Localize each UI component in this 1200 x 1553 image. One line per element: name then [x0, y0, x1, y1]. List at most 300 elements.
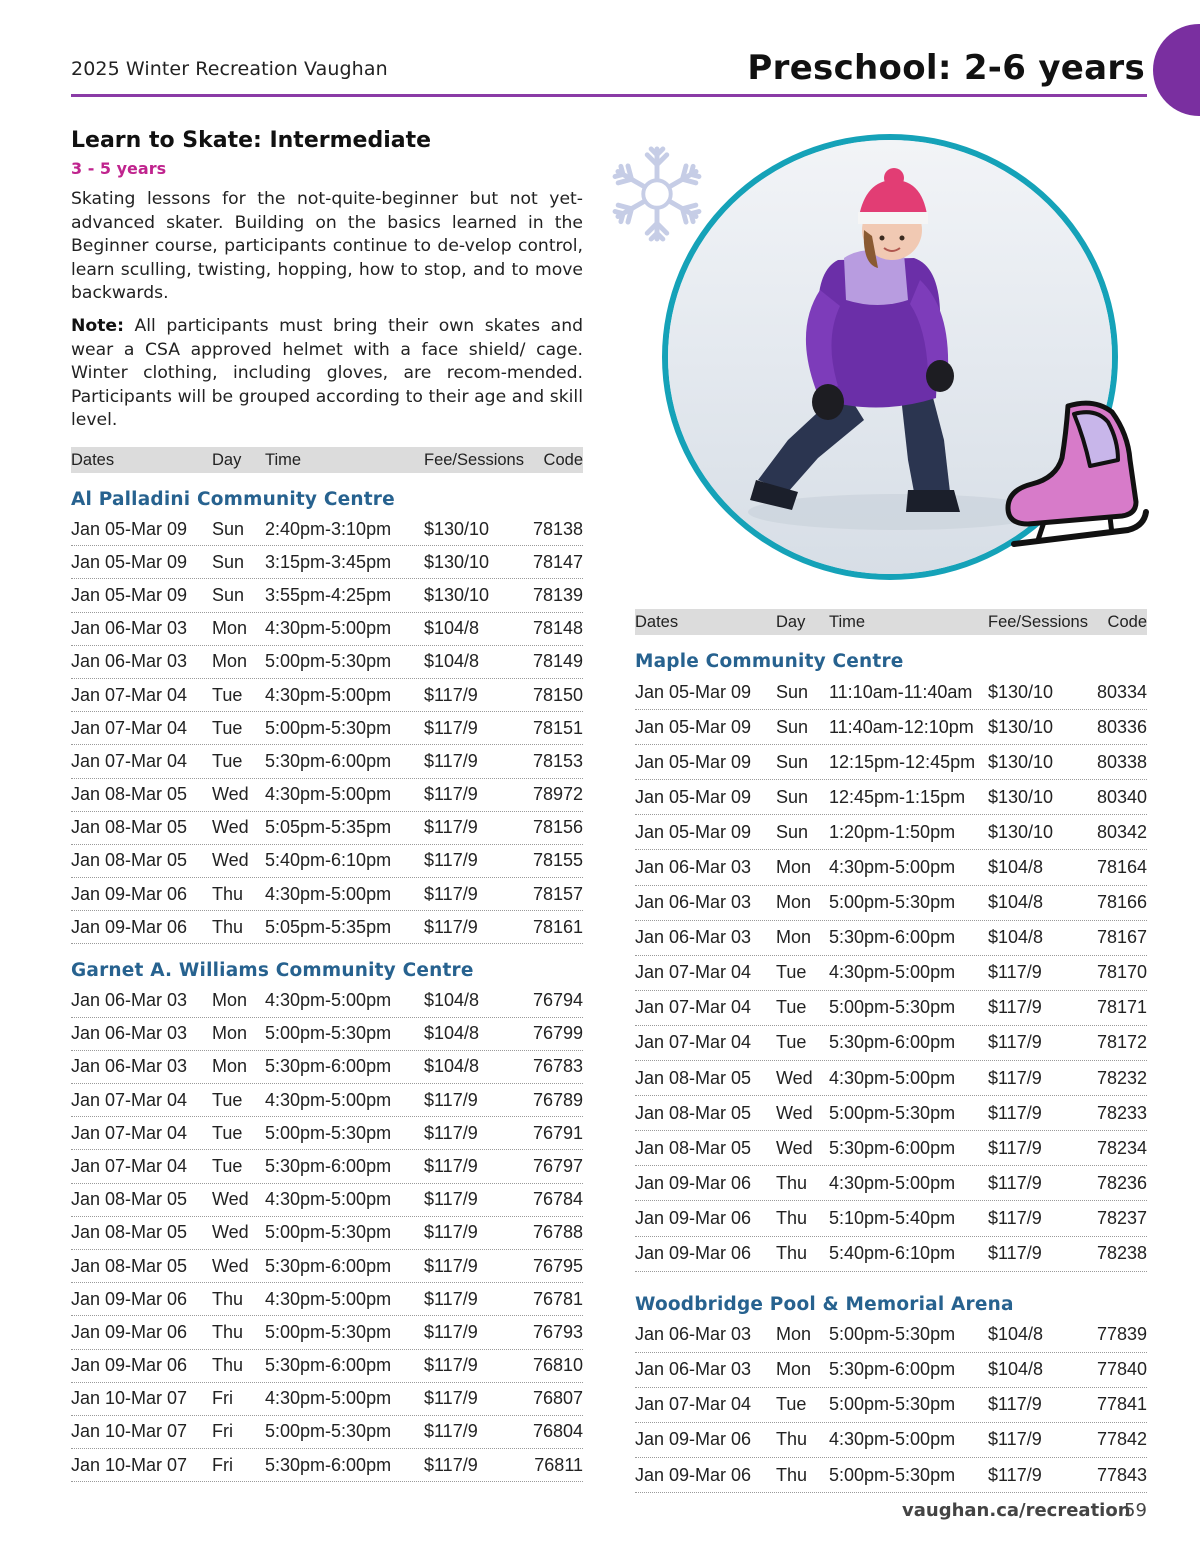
cell-dates: Jan 08-Mar 05 — [71, 850, 188, 871]
cell-dates: Jan 09-Mar 06 — [71, 916, 188, 937]
cell-day: Mon — [212, 618, 248, 639]
cell-dates: Jan 10-Mar 07 — [71, 1454, 188, 1475]
cell-fee: $104/8 — [988, 1324, 1044, 1345]
cell-code: 78167 — [1096, 927, 1147, 948]
cell-code: 78972 — [532, 784, 583, 805]
cell-time: 5:00pm-5:30pm — [265, 717, 392, 738]
cell-day: Thu — [212, 883, 244, 904]
cell-day: Sun — [776, 786, 809, 807]
cell-dates: Jan 08-Mar 05 — [71, 817, 188, 838]
cell-dates: Jan 05-Mar 09 — [635, 716, 752, 737]
cell-fee: $117/9 — [988, 1429, 1042, 1450]
cell-dates: Jan 06-Mar 03 — [71, 1056, 188, 1077]
cell-day: Thu — [212, 1355, 244, 1376]
cell-time: 3:15pm-3:45pm — [265, 551, 392, 572]
column-header-dates: Dates — [71, 450, 115, 469]
table-header — [71, 447, 583, 473]
cell-dates: Jan 09-Mar 06 — [71, 1288, 188, 1309]
cell-dates: Jan 05-Mar 09 — [635, 681, 752, 702]
table-row — [71, 646, 583, 679]
cell-time: 5:05pm-5:35pm — [265, 817, 392, 838]
cell-fee: $117/9 — [424, 1255, 478, 1276]
cell-time: 5:30pm-6:00pm — [265, 1155, 392, 1176]
cell-dates: Jan 07-Mar 04 — [71, 1155, 188, 1176]
table-row — [635, 710, 1147, 745]
table-row — [71, 812, 583, 845]
cell-fee: $130/10 — [424, 551, 490, 572]
table-row — [71, 1350, 583, 1383]
table-row — [71, 1117, 583, 1150]
cell-dates: Jan 09-Mar 06 — [635, 1464, 752, 1485]
cell-time: 5:30pm-6:00pm — [829, 927, 956, 948]
cell-code: 76783 — [532, 1056, 583, 1077]
cell-time: 5:00pm-5:30pm — [265, 1023, 392, 1044]
cell-dates: Jan 06-Mar 03 — [635, 1324, 752, 1345]
cell-code: 77842 — [1096, 1429, 1147, 1450]
cell-day: Wed — [776, 1137, 813, 1158]
column-header-code: Code — [1107, 612, 1147, 631]
cell-dates: Jan 10-Mar 07 — [71, 1421, 188, 1442]
column-header-code: Code — [543, 450, 583, 469]
cell-code: 78149 — [532, 651, 583, 672]
venue-heading: Maple Community Centre — [635, 651, 904, 672]
table-row — [71, 1150, 583, 1183]
table-row — [635, 1026, 1147, 1061]
cell-code: 76795 — [532, 1255, 583, 1276]
cell-day: Thu — [776, 1429, 808, 1450]
table-row — [71, 1316, 583, 1349]
cell-time: 5:05pm-5:35pm — [265, 916, 392, 937]
cell-code: 80342 — [1096, 821, 1147, 842]
table-row — [71, 1217, 583, 1250]
cell-code: 77841 — [1096, 1394, 1147, 1415]
cell-day: Mon — [776, 1324, 812, 1345]
cell-fee: $117/9 — [988, 1172, 1042, 1193]
cell-code: 80336 — [1096, 716, 1147, 737]
cell-dates: Jan 07-Mar 04 — [71, 684, 188, 705]
cell-dates: Jan 08-Mar 05 — [635, 1102, 752, 1123]
cell-fee: $130/10 — [988, 681, 1054, 702]
table-row — [635, 991, 1147, 1026]
cell-code: 77839 — [1096, 1324, 1147, 1345]
cell-day: Sun — [212, 584, 245, 605]
cell-dates: Jan 07-Mar 04 — [71, 1089, 188, 1110]
cell-code: 76791 — [532, 1122, 583, 1143]
cell-dates: Jan 08-Mar 05 — [635, 1137, 752, 1158]
cell-day: Mon — [776, 927, 812, 948]
table-row — [71, 745, 583, 778]
cell-dates: Jan 09-Mar 06 — [71, 1355, 188, 1376]
cell-time: 5:10pm-5:40pm — [829, 1207, 956, 1228]
cell-day: Wed — [212, 784, 249, 805]
table-row — [71, 513, 583, 546]
cell-time: 4:30pm-5:00pm — [265, 1288, 392, 1309]
cell-dates: Jan 05-Mar 09 — [635, 786, 752, 807]
cell-day: Mon — [212, 990, 248, 1011]
cell-code: 78148 — [532, 618, 583, 639]
course-note — [71, 315, 583, 433]
cell-fee: $130/10 — [988, 751, 1054, 772]
cell-code: 78147 — [532, 551, 583, 572]
cell-time: 4:30pm-5:00pm — [265, 1089, 392, 1110]
cell-fee: $117/9 — [424, 1288, 478, 1309]
cell-dates: Jan 08-Mar 05 — [71, 784, 188, 805]
cell-day: Tue — [212, 717, 243, 738]
cell-time: 5:30pm-6:00pm — [265, 1454, 392, 1475]
table-row — [71, 1084, 583, 1117]
venue-heading: Garnet A. Williams Community Centre — [71, 960, 474, 982]
cell-day: Tue — [776, 962, 807, 983]
table-row — [635, 1201, 1147, 1236]
brochure-title: 2025 Winter Recreation Vaughan — [71, 58, 388, 80]
table-row — [71, 1449, 583, 1482]
table-row — [71, 1283, 583, 1316]
cell-day: Thu — [776, 1243, 808, 1264]
cell-code: 78232 — [1096, 1067, 1147, 1088]
cell-fee: $117/9 — [988, 1102, 1042, 1123]
table-row — [71, 845, 583, 878]
cell-fee: $117/9 — [424, 784, 478, 805]
cell-fee: $117/9 — [424, 1454, 478, 1475]
cell-time: 11:40am-12:10pm — [829, 716, 974, 737]
table-row — [71, 878, 583, 911]
cell-fee: $117/9 — [424, 750, 478, 771]
cell-time: 5:30pm-6:00pm — [265, 750, 392, 771]
cell-day: Tue — [776, 997, 807, 1018]
cell-dates: Jan 08-Mar 05 — [71, 1189, 188, 1210]
cell-dates: Jan 09-Mar 06 — [71, 1321, 188, 1342]
cell-dates: Jan 06-Mar 03 — [635, 857, 752, 878]
cell-fee: $104/8 — [424, 651, 480, 672]
cell-day: Sun — [212, 518, 245, 539]
cell-code: 76789 — [532, 1089, 583, 1110]
cell-day: Thu — [776, 1207, 808, 1228]
section-tab — [1153, 24, 1200, 116]
column-header-fee: Fee/Sessions — [424, 450, 524, 469]
table-row — [635, 1423, 1147, 1458]
cell-dates: Jan 06-Mar 03 — [71, 651, 188, 672]
venue-heading: Woodbridge Pool & Memorial Arena — [635, 1293, 1014, 1315]
page-number: 59 — [1124, 1500, 1147, 1521]
table-row — [71, 1383, 583, 1416]
table-row — [635, 780, 1147, 815]
table-row — [635, 1388, 1147, 1423]
cell-time: 3:55pm-4:25pm — [265, 584, 392, 605]
cell-code: 78138 — [532, 518, 583, 539]
cell-day: Mon — [212, 1023, 248, 1044]
cell-code: 78139 — [532, 584, 583, 605]
cell-time: 5:30pm-6:00pm — [829, 1032, 956, 1053]
column-header-time: Time — [265, 450, 302, 469]
table-row — [71, 1051, 583, 1084]
cell-day: Thu — [212, 1288, 244, 1309]
cell-day: Thu — [212, 916, 244, 937]
cell-fee: $117/9 — [988, 1032, 1042, 1053]
cell-time: 5:00pm-5:30pm — [829, 997, 956, 1018]
table-row — [635, 1096, 1147, 1131]
cell-time: 5:30pm-6:00pm — [265, 1255, 392, 1276]
note-text: All participants must bring their own skates and wear a CSA approved helmet with a face shield/ cage. Winter clothing, including gloves, are recom-mended. Participants will be grouped according to their age and skill level. — [71, 316, 583, 430]
cell-code: 78172 — [1096, 1032, 1147, 1053]
cell-day: Wed — [776, 1102, 813, 1123]
cell-day: Wed — [212, 1189, 249, 1210]
cell-dates: Jan 09-Mar 06 — [635, 1243, 752, 1264]
cell-time: 5:00pm-5:30pm — [829, 892, 956, 913]
column-header-day: Day — [212, 450, 242, 469]
cell-fee: $104/8 — [424, 1023, 480, 1044]
cell-code: 76804 — [532, 1421, 583, 1442]
schedule-table-right — [635, 609, 1147, 1493]
cell-day: Wed — [212, 817, 249, 838]
cell-code: 78150 — [532, 684, 583, 705]
cell-code: 76797 — [532, 1155, 583, 1176]
cell-day: Wed — [212, 1255, 249, 1276]
cell-dates: Jan 06-Mar 03 — [71, 990, 188, 1011]
table-row — [635, 956, 1147, 991]
course-title: Learn to Skate: Intermediate — [71, 128, 432, 153]
cell-dates: Jan 07-Mar 04 — [635, 1394, 752, 1415]
cell-fee: $117/9 — [424, 916, 478, 937]
cell-day: Mon — [212, 1056, 248, 1077]
cell-dates: Jan 08-Mar 05 — [635, 1067, 752, 1088]
cell-fee: $117/9 — [988, 1243, 1042, 1264]
cell-fee: $117/9 — [424, 1122, 478, 1143]
cell-code: 78233 — [1096, 1102, 1147, 1123]
cell-time: 1:20pm-1:50pm — [829, 821, 956, 842]
cell-fee: $117/9 — [424, 817, 478, 838]
table-row — [71, 679, 583, 712]
cell-time: 4:30pm-5:00pm — [265, 1189, 392, 1210]
cell-dates: Jan 09-Mar 06 — [635, 1207, 752, 1228]
cell-time: 12:45pm-1:15pm — [829, 786, 966, 807]
snowflake-icon — [608, 145, 706, 243]
cell-time: 5:00pm-5:30pm — [265, 1222, 392, 1243]
cell-day: Thu — [776, 1464, 808, 1485]
cell-time: 5:00pm-5:30pm — [829, 1464, 956, 1485]
table-row — [635, 850, 1147, 885]
cell-fee: $117/9 — [988, 1137, 1042, 1158]
column-header-fee: Fee/Sessions — [988, 612, 1088, 631]
cell-day: Mon — [776, 892, 812, 913]
cell-day: Tue — [776, 1394, 807, 1415]
cell-code: 78156 — [532, 817, 583, 838]
table-row — [71, 1250, 583, 1283]
cell-code: 80334 — [1096, 681, 1147, 702]
cell-fee: $117/9 — [424, 850, 478, 871]
cell-time: 4:30pm-5:00pm — [265, 990, 392, 1011]
cell-fee: $117/9 — [424, 1421, 478, 1442]
section-title: Preschool: 2-6 years — [747, 48, 1145, 88]
cell-code: 77840 — [1096, 1359, 1147, 1380]
table-row — [71, 613, 583, 646]
cell-day: Mon — [212, 651, 248, 672]
cell-time: 5:30pm-6:00pm — [265, 1056, 392, 1077]
cell-code: 76784 — [532, 1189, 583, 1210]
cell-fee: $117/9 — [988, 962, 1042, 983]
table-header — [635, 609, 1147, 635]
cell-code: 78238 — [1096, 1243, 1147, 1264]
table-row — [635, 1061, 1147, 1096]
cell-time: 5:30pm-6:00pm — [829, 1359, 956, 1380]
cell-dates: Jan 06-Mar 03 — [635, 892, 752, 913]
cell-code: 76799 — [532, 1023, 583, 1044]
cell-time: 5:00pm-5:30pm — [265, 1122, 392, 1143]
cell-dates: Jan 05-Mar 09 — [71, 518, 188, 539]
table-row — [635, 1318, 1147, 1353]
cell-dates: Jan 07-Mar 04 — [71, 717, 188, 738]
cell-code: 78151 — [532, 717, 583, 738]
cell-fee: $104/8 — [424, 1056, 480, 1077]
cell-dates: Jan 05-Mar 09 — [71, 551, 188, 572]
cell-fee: $130/10 — [988, 821, 1054, 842]
cell-code: 78170 — [1096, 962, 1147, 983]
cell-code: 76794 — [532, 990, 583, 1011]
cell-code: 76807 — [532, 1388, 583, 1409]
table-row — [635, 1458, 1147, 1493]
schedule-table-left — [71, 447, 583, 1482]
cell-dates: Jan 09-Mar 06 — [71, 883, 188, 904]
cell-time: 5:00pm-5:30pm — [265, 651, 392, 672]
cell-time: 4:30pm-5:00pm — [265, 1388, 392, 1409]
cell-dates: Jan 10-Mar 07 — [71, 1388, 188, 1409]
cell-code: 80338 — [1096, 751, 1147, 772]
cell-fee: $104/8 — [988, 927, 1044, 948]
table-row — [71, 984, 583, 1017]
cell-time: 5:00pm-5:30pm — [265, 1321, 392, 1342]
cell-code: 78161 — [532, 916, 583, 937]
cell-day: Tue — [212, 1089, 243, 1110]
cell-dates: Jan 09-Mar 06 — [635, 1429, 752, 1450]
cell-time: 2:40pm-3:10pm — [265, 518, 392, 539]
cell-fee: $117/9 — [988, 1464, 1042, 1485]
cell-time: 5:00pm-5:30pm — [829, 1394, 956, 1415]
cell-fee: $117/9 — [424, 1321, 478, 1342]
cell-code: 78171 — [1096, 997, 1147, 1018]
cell-code: 78164 — [1096, 857, 1147, 878]
cell-fee: $117/9 — [424, 1155, 478, 1176]
column-header-dates: Dates — [635, 612, 679, 631]
table-row — [635, 886, 1147, 921]
cell-code: 77843 — [1096, 1464, 1147, 1485]
cell-fee: $117/9 — [424, 684, 478, 705]
cell-time: 5:30pm-6:00pm — [829, 1137, 956, 1158]
cell-day: Sun — [776, 821, 809, 842]
cell-time: 4:30pm-5:00pm — [829, 857, 956, 878]
table-row — [635, 1131, 1147, 1166]
cell-dates: Jan 06-Mar 03 — [635, 927, 752, 948]
table-row — [71, 579, 583, 612]
cell-time: 5:30pm-6:00pm — [265, 1355, 392, 1376]
cell-day: Fri — [212, 1454, 233, 1475]
cell-code: 78153 — [532, 750, 583, 771]
cell-code: 78157 — [532, 883, 583, 904]
cell-code: 76793 — [532, 1321, 583, 1342]
cell-dates: Jan 09-Mar 06 — [635, 1172, 752, 1193]
cell-code: 76811 — [534, 1454, 583, 1475]
table-row — [635, 815, 1147, 850]
cell-day: Wed — [212, 1222, 249, 1243]
cell-fee: $117/9 — [424, 1189, 478, 1210]
cell-code: 78237 — [1096, 1207, 1147, 1228]
table-row — [635, 1166, 1147, 1201]
cell-code: 76810 — [532, 1355, 583, 1376]
cell-time: 5:00pm-5:30pm — [829, 1102, 956, 1123]
cell-dates: Jan 07-Mar 04 — [635, 962, 752, 983]
table-row — [71, 911, 583, 944]
cell-time: 4:30pm-5:00pm — [829, 1067, 956, 1088]
table-row — [71, 712, 583, 745]
cell-code: 78155 — [532, 850, 583, 871]
cell-code: 78236 — [1096, 1172, 1147, 1193]
cell-time: 4:30pm-5:00pm — [265, 618, 392, 639]
course-age: 3 - 5 years — [71, 159, 167, 178]
cell-day: Sun — [776, 751, 809, 772]
cell-fee: $117/9 — [988, 1067, 1042, 1088]
cell-dates: Jan 07-Mar 04 — [71, 750, 188, 771]
cell-fee: $104/8 — [424, 990, 480, 1011]
table-row — [635, 675, 1147, 710]
cell-time: 5:40pm-6:10pm — [829, 1243, 956, 1264]
cell-time: 12:15pm-12:45pm — [829, 751, 976, 772]
cell-dates: Jan 06-Mar 03 — [71, 1023, 188, 1044]
cell-dates: Jan 08-Mar 05 — [71, 1222, 188, 1243]
cell-day: Tue — [212, 1155, 243, 1176]
cell-dates: Jan 07-Mar 04 — [71, 1122, 188, 1143]
cell-dates: Jan 07-Mar 04 — [635, 997, 752, 1018]
cell-time: 4:30pm-5:00pm — [265, 784, 392, 805]
table-row — [635, 1353, 1147, 1388]
table-row — [71, 779, 583, 812]
cell-time: 4:30pm-5:00pm — [829, 1172, 956, 1193]
cell-code: 76781 — [532, 1288, 583, 1309]
cell-fee: $117/9 — [988, 1207, 1042, 1228]
cell-code: 78234 — [1096, 1137, 1147, 1158]
cell-day: Fri — [212, 1421, 233, 1442]
cell-time: 4:30pm-5:00pm — [265, 883, 392, 904]
table-row — [71, 1416, 583, 1449]
cell-fee: $130/10 — [988, 786, 1054, 807]
note-label: Note: — [71, 316, 124, 336]
header-divider — [71, 94, 1147, 97]
cell-fee: $104/8 — [988, 857, 1044, 878]
cell-fee: $117/9 — [988, 1394, 1042, 1415]
cell-day: Tue — [212, 750, 243, 771]
table-row — [635, 921, 1147, 956]
cell-fee: $117/9 — [988, 997, 1042, 1018]
cell-day: Tue — [212, 684, 243, 705]
cell-time: 4:30pm-5:00pm — [829, 1429, 956, 1450]
table-row — [71, 1184, 583, 1217]
cell-time: 5:00pm-5:30pm — [829, 1324, 956, 1345]
cell-fee: $104/8 — [424, 618, 480, 639]
cell-code: 76788 — [532, 1222, 583, 1243]
cell-dates: Jan 07-Mar 04 — [635, 1032, 752, 1053]
cell-day: Tue — [776, 1032, 807, 1053]
cell-fee: $130/10 — [424, 584, 490, 605]
cell-fee: $117/9 — [424, 1355, 478, 1376]
cell-fee: $117/9 — [424, 1089, 478, 1110]
cell-time: 4:30pm-5:00pm — [265, 684, 392, 705]
venue-heading: Al Palladini Community Centre — [71, 489, 395, 510]
cell-time: 5:40pm-6:10pm — [265, 850, 392, 871]
table-row — [635, 1237, 1147, 1272]
cell-time: 4:30pm-5:00pm — [829, 962, 956, 983]
footer-url[interactable]: vaughan.ca/recreation — [902, 1500, 1131, 1521]
cell-day: Tue — [212, 1122, 243, 1143]
cell-dates: Jan 05-Mar 09 — [71, 584, 188, 605]
cell-fee: $104/8 — [988, 1359, 1044, 1380]
table-row — [71, 546, 583, 579]
